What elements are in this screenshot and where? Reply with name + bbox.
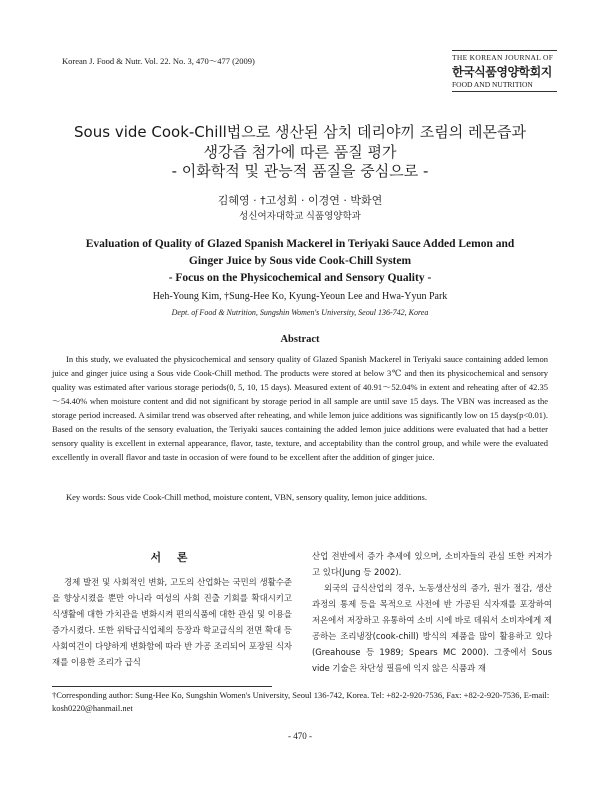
intro-paragraph-1: 경제 발전 및 사회적인 변화, 고도의 산업화는 국민의 생활수준을 향상시켰을 뿐만 아니라 여성의 사회 진출 기회를 확대시키고 식생활에 대한 가치관을 변화시켜 편의식품에 대한 관심 및 이용을 증가시켰다. 또한 위탁급식업체의 등장과 학교급식의 전면 확대 등 사회여건이 다양하게 변화함에 따라 반 가공 조리되어 포장된 식자재를 이용한 조리가 급식 bbox=[52, 577, 292, 667]
keywords: Key words: Sous vide Cook-Chill method, moisture content, VBN, sensory quality, lemon juice additions. bbox=[66, 492, 427, 502]
journal-name-en: THE KOREAN JOURNAL OF bbox=[452, 50, 557, 62]
abstract-body bbox=[52, 352, 548, 464]
title-en-line2: Ginger Juice by Sous vide Cook-Chill System bbox=[188, 255, 412, 267]
abstract-heading: Abstract bbox=[280, 334, 320, 345]
section-heading-intro: 서 론 bbox=[150, 551, 194, 564]
journal-masthead bbox=[452, 50, 557, 92]
affiliation-english: Dept. of Food & Nutrition, Sungshin Women's University, Seoul 136-742, Korea bbox=[171, 308, 429, 317]
journal-name-ko: 한국식품영양학회지 bbox=[452, 65, 552, 79]
intro-paragraph-2: 외국의 급식산업의 경우, 노동생산성의 증가, 원가 절감, 생산과정의 통제 등을 목적으로 사전에 반 가공된 식자재를 포장하여 저온에서 저장하고 유통하여 소비 시에 바로 데워서 소비자에게 제공하는 조리냉장(cook-chill) 방식의 제품을 많이 활용하고 있다(Greahouse 등 1989; Spears MC 2000). 그중에서 Sous vide 기술은 차단성 필름에 익지 않은 식품과 재 bbox=[312, 583, 552, 673]
title-en-line1: Evaluation of Quality of Glazed Spanish Mackerel in Teriyaki Sauce Added Lemon and bbox=[85, 238, 515, 250]
footnote-divider bbox=[52, 686, 272, 687]
intro-paragraph-1-cont: 산업 전반에서 증가 추세에 있으며, 소비자들의 관심 또한 커져가고 있다(Jung 등 2002). bbox=[312, 551, 552, 577]
corresponding-author-footnote: †Corresponding author: Sung-Hee Ko, Sungshin Women's University, Seoul 136-742, Korea. Tel: +82-2-920-7536, Fax: +82-2-920-7536, E-mail: kosh0220@hanmail.net bbox=[52, 690, 550, 713]
journal-citation: Korean J. Food & Nutr. Vol. 22. No. 3, 470～477 (2009) bbox=[62, 56, 255, 66]
title-ko-line3: - 이화학적 및 관능적 품질을 중심으로 - bbox=[171, 162, 429, 180]
authors-english: Heh-Young Kim, †Sung-Hee Ko, Kyung-Yeoun Lee and Hwa-Yyun Park bbox=[152, 291, 448, 302]
title-ko-line1: Sous vide Cook-Chill법으로 생산된 삼치 데리야끼 조림의 레몬즙과 bbox=[74, 123, 526, 141]
journal-name-en-2: FOOD AND NUTRITION bbox=[452, 80, 557, 92]
abstract-text: In this study, we evaluated the physicochemical and sensory quality of Glazed Spanish Mackerel in Teriyaki sauce containing added lemon juice and ginger juice using a Sous vide Cook-Chill method. The products were stored at below 3℃ and then its physicochemical and sensory quality was estimated after various storage periods(0, 5, 10, 15 days). Measured extent of 40.91～52.04% in extent and reheating after of 42.35～54.40% when moisture content and did not significant by storage period in all sample are until save 15 days. The VBN was increased as the storage period increased. A similar trend was observed after reheating, and while lemon juice additions was significantly low on 15 days(p<0.01). Based on the results of the sensory evaluation, the Teriyaki sauces containing the added lemon juice additions were evaluated that had a better sensory quality is excellent in external appearance, flavor, taste, texture, and acceptability than the control group, and while were the evaluated excellently in overall flavor and taste in occasion of were found to be excellent after the addition of ginger juice. bbox=[52, 354, 548, 462]
intro-right-column bbox=[312, 548, 552, 676]
title-ko-line2: 생강즙 첨가에 따른 품질 평가 bbox=[203, 142, 397, 161]
affiliation-korean: 성신여자대학교 식품영양학과 bbox=[239, 212, 361, 222]
page-number: - 470 - bbox=[288, 731, 312, 741]
title-korean bbox=[40, 123, 560, 182]
title-en-line3: - Focus on the Physicochemical and Sensory Quality - bbox=[168, 272, 432, 284]
authors-korean: 김혜영 · †고성희 · 이경연 · 박화연 bbox=[217, 194, 383, 207]
intro-left-column bbox=[52, 550, 292, 670]
title-english bbox=[40, 236, 560, 287]
